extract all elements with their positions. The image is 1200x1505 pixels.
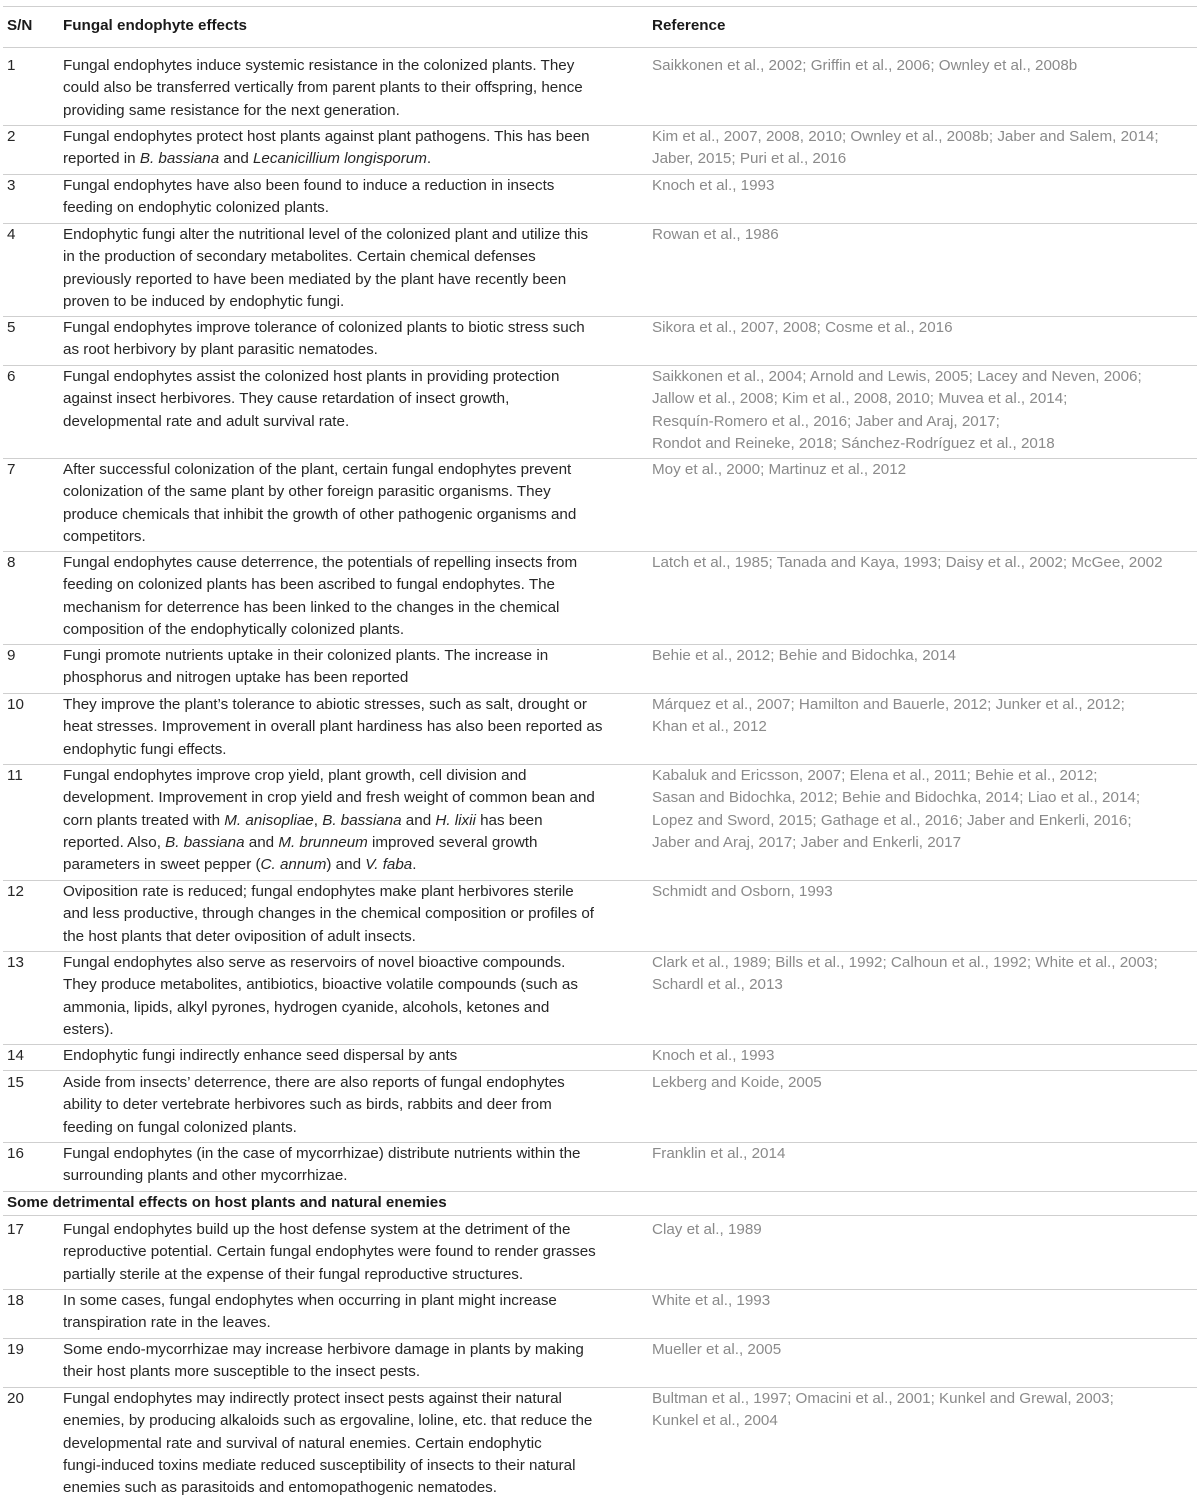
row-sn: 7 (7, 461, 16, 478)
text-line: Behie et al., 2012; Behie and Bidochka, 2014 (652, 647, 956, 664)
text-line: colonization of the same plant by other foreign parasitic organisms. They (63, 483, 551, 501)
reference-cell (652, 645, 1200, 667)
text-line: Endophytic fungi alter the nutritional level of the colonized plant and utilize this (63, 226, 589, 243)
text-line: Rondot and Reineke, 2018; Sánchez-Rodríguez et al., 2018 (652, 434, 1055, 452)
text-line: Fungal endophytes induce systemic resistance in the colonized plants. They (63, 57, 575, 74)
effect-cell (63, 1072, 631, 1139)
text-line: Kabaluk and Ericsson, 2007; Elena et al., 2011; Behie et al., 2012; (652, 767, 1098, 784)
text-line: Jallow et al., 2008; Kim et al., 2008, 2010; Muvea et al., 2014; (652, 390, 1068, 408)
text-line: developmental rate and survival of natural enemies. Certain endophytic (63, 1434, 542, 1452)
row-sn: 9 (7, 647, 16, 664)
text-line: proven to be induced by endophytic fungi. (63, 292, 345, 310)
text-line: Aside from insects’ deterrence, there are also reports of fungal endophytes (63, 1074, 565, 1091)
reference-cell (652, 1339, 1200, 1361)
text-line: reported. Also, B. bassiana and M. brunneum improved several growth (63, 833, 538, 851)
reference-cell (652, 317, 1200, 339)
text-line: the host plants that deter oviposition of adult insects. (63, 927, 416, 945)
text-line: Fungal endophytes have also been found to induce a reduction in insects (63, 177, 555, 194)
reference-cell (652, 224, 1200, 246)
text-line: Lopez and Sword, 2015; Gathage et al., 2016; Jaber and Enkerli, 2016; (652, 811, 1132, 829)
text-line: Mueller et al., 2005 (652, 1341, 782, 1358)
effect-cell (63, 1388, 631, 1499)
text-line: Moy et al., 2000; Martinuz et al., 2012 (652, 461, 907, 478)
effect-cell (63, 645, 631, 690)
text-line: transpiration rate in the leaves. (63, 1314, 271, 1332)
text-line: developmental rate and adult survival rate. (63, 412, 350, 430)
text-line: feeding on fungal colonized plants. (63, 1118, 297, 1136)
effect-cell (63, 952, 631, 1041)
reference-cell (652, 881, 1200, 903)
reference-cell (652, 55, 1200, 77)
effect-cell (63, 765, 631, 876)
text-line: feeding on endophytic colonized plants. (63, 199, 329, 217)
text-line: Jaber, 2015; Puri et al., 2016 (652, 150, 847, 168)
text-line: Resquín-Romero et al., 2016; Jaber and Araj, 2017; (652, 412, 1000, 430)
row-sn: 4 (7, 226, 16, 243)
text-line: corn plants treated with M. anisopliae, B. bassiana and H. lixii has been (63, 811, 543, 829)
effect-cell (63, 366, 631, 433)
text-line: After successful colonization of the plant, certain fungal endophytes prevent (63, 461, 572, 478)
text-line: Clark et al., 1989; Bills et al., 1992; Calhoun et al., 1992; White et al., 2003; (652, 954, 1158, 971)
text-line: Fungal endophytes (in the case of mycorrhizae) distribute nutrients within the (63, 1145, 581, 1162)
text-line: Saikkonen et al., 2002; Griffin et al., 2006; Ownley et al., 2008b (652, 57, 1078, 74)
text-line: esters). (63, 1020, 114, 1038)
reference-cell (652, 1143, 1200, 1165)
effect-cell (63, 126, 631, 171)
text-line: Franklin et al., 2014 (652, 1145, 786, 1162)
row-sn: 13 (7, 954, 24, 971)
row-sn: 12 (7, 883, 24, 900)
text-line: fungi-induced toxins mediate reduced susceptibility of insects to their natural (63, 1456, 576, 1474)
text-line: mechanism for deterrence has been linked to the changes in the chemical (63, 598, 560, 616)
text-line: Fungal endophytes cause deterrence, the potentials of repelling insects from (63, 554, 578, 571)
effect-cell (63, 1290, 631, 1335)
text-line: Lekberg and Koide, 2005 (652, 1074, 822, 1091)
reference-cell (652, 1072, 1200, 1094)
row-sn: 1 (7, 57, 16, 74)
row-sn: 5 (7, 319, 16, 336)
text-line: ammonia, lipids, alkyl pyrones, hydrogen cyanide, alcohols, ketones and (63, 998, 550, 1016)
row-sn: 19 (7, 1341, 24, 1358)
header-sn: S/N (7, 17, 33, 34)
text-line: providing same resistance for the next generation. (63, 101, 400, 119)
text-line: Schmidt and Osborn, 1993 (652, 883, 833, 900)
text-line: Knoch et al., 1993 (652, 1047, 775, 1064)
section-heading: Some detrimental effects on host plants and natural enemies (7, 1194, 447, 1211)
effect-cell (63, 1045, 631, 1067)
reference-cell (652, 1219, 1200, 1241)
text-line: Endophytic fungi indirectly enhance seed dispersal by ants (63, 1047, 458, 1064)
text-line: Some endo-mycorrhizae may increase herbivore damage in plants by making (63, 1341, 584, 1358)
text-line: Sasan and Bidochka, 2012; Behie and Bidochka, 2014; Liao et al., 2014; (652, 789, 1141, 807)
text-line: endophytic fungi effects. (63, 740, 227, 758)
row-sn: 3 (7, 177, 16, 194)
row-sn: 20 (7, 1390, 24, 1407)
section-divider (3, 1215, 1197, 1216)
row-sn: 2 (7, 128, 16, 145)
effect-cell (63, 175, 631, 220)
text-line: Fungal endophytes build up the host defense system at the detriment of the (63, 1221, 571, 1238)
text-line: enemies, by producing alkaloids such as ergovaline, loline, etc. that reduce the (63, 1412, 593, 1430)
reference-cell (652, 1045, 1200, 1067)
text-line: They produce metabolites, antibiotics, bioactive volatile compounds (such as (63, 976, 578, 994)
row-divider (3, 1070, 1197, 1071)
text-line: Fungal endophytes also serve as reservoirs of novel bioactive compounds. (63, 954, 566, 971)
effect-cell (63, 55, 631, 122)
text-line: Fungal endophytes may indirectly protect insect pests against their natural (63, 1390, 562, 1407)
text-line: their host plants more susceptible to the insect pests. (63, 1363, 421, 1381)
text-line: Saikkonen et al., 2004; Arnold and Lewis, 2005; Lacey and Neven, 2006; (652, 368, 1142, 385)
header-effects: Fungal endophyte effects (63, 17, 247, 34)
text-line: produce chemicals that inhibit the growth of other pathogenic organisms and (63, 505, 577, 523)
text-line: Kim et al., 2007, 2008, 2010; Ownley et al., 2008b; Jaber and Salem, 2014; (652, 128, 1159, 145)
effect-cell (63, 1339, 631, 1384)
text-line: against insect herbivores. They cause retardation of insect growth, (63, 390, 510, 408)
text-line: reproductive potential. Certain fungal endophytes were found to render grasses (63, 1243, 596, 1261)
reference-cell (652, 765, 1200, 854)
text-line: Márquez et al., 2007; Hamilton and Bauerle, 2012; Junker et al., 2012; (652, 696, 1125, 713)
text-line: Fungal endophytes improve tolerance of colonized plants to biotic stress such (63, 319, 585, 336)
reference-cell (652, 952, 1200, 997)
effect-cell (63, 1143, 631, 1188)
text-line: parameters in sweet pepper (C. annum) and V. faba. (63, 856, 417, 874)
text-line: as root herbivory by plant parasitic nematodes. (63, 341, 378, 359)
effect-cell (63, 224, 631, 313)
effect-cell (63, 881, 631, 948)
reference-cell (652, 366, 1200, 455)
text-line: in the production of secondary metabolites. Certain chemical defenses (63, 248, 536, 266)
text-line: previously reported to have been mediated by the plant have recently been (63, 270, 567, 288)
text-line: White et al., 1993 (652, 1292, 771, 1309)
row-sn: 6 (7, 368, 16, 385)
reference-cell (652, 459, 1200, 481)
text-line: Fungal endophytes assist the colonized host plants in providing protection (63, 368, 560, 385)
reference-cell (652, 694, 1200, 739)
text-line: They improve the plant’s tolerance to abiotic stresses, such as salt, drought or (63, 696, 587, 713)
text-line: feeding on colonized plants has been ascribed to fungal endophytes. The (63, 576, 555, 594)
text-line: development. Improvement in crop yield and fresh weight of common bean and (63, 789, 595, 807)
text-line: Oviposition rate is reduced; fungal endophytes make plant herbivores sterile (63, 883, 574, 900)
text-line: competitors. (63, 527, 146, 545)
text-line: Rowan et al., 1986 (652, 226, 779, 243)
reference-cell (652, 175, 1200, 197)
text-line: Jaber and Araj, 2017; Jaber and Enkerli, 2017 (652, 833, 962, 851)
row-sn: 10 (7, 696, 24, 713)
row-sn: 18 (7, 1292, 24, 1309)
effect-cell (63, 459, 631, 548)
row-sn: 14 (7, 1047, 24, 1064)
reference-cell (652, 1290, 1200, 1312)
effect-cell (63, 317, 631, 362)
text-line: reported in B. bassiana and Lecanicillium longisporum. (63, 150, 432, 168)
header-rule (3, 47, 1197, 48)
row-sn: 11 (7, 767, 23, 784)
table-top-rule (3, 6, 1197, 7)
text-line: could also be transferred vertically from parent plants to their offspring, hence (63, 79, 583, 97)
effect-cell (63, 1219, 631, 1286)
reference-cell (652, 552, 1200, 574)
text-line: Khan et al., 2012 (652, 718, 767, 736)
text-line: partially sterile at the expense of their fungal reproductive structures. (63, 1265, 524, 1283)
reference-cell (652, 1388, 1200, 1433)
text-line: Bultman et al., 1997; Omacini et al., 2001; Kunkel and Grewal, 2003; (652, 1390, 1114, 1407)
text-line: Clay et al., 1989 (652, 1221, 762, 1238)
row-sn: 16 (7, 1145, 24, 1162)
row-sn: 17 (7, 1221, 24, 1238)
text-line: composition of the endophytically colonized plants. (63, 620, 405, 638)
text-line: heat stresses. Improvement in overall plant hardiness has also been reported as (63, 718, 603, 736)
text-line: Kunkel et al., 2004 (652, 1412, 778, 1430)
text-line: phosphorus and nitrogen uptake has been reported (63, 669, 409, 687)
text-line: Latch et al., 1985; Tanada and Kaya, 1993; Daisy et al., 2002; McGee, 2002 (652, 554, 1163, 571)
text-line: Knoch et al., 1993 (652, 177, 775, 194)
text-line: Schardl et al., 2013 (652, 976, 783, 994)
row-sn: 8 (7, 554, 16, 571)
text-line: Fungi promote nutrients uptake in their colonized plants. The increase in (63, 647, 549, 664)
text-line: Sikora et al., 2007, 2008; Cosme et al., 2016 (652, 319, 953, 336)
text-line: and less productive, through changes in the chemical composition or profiles of (63, 905, 595, 923)
effect-cell (63, 694, 631, 761)
text-line: Fungal endophytes protect host plants against plant pathogens. This has been (63, 128, 590, 145)
text-line: Fungal endophytes improve crop yield, plant growth, cell division and (63, 767, 527, 784)
row-sn: 15 (7, 1074, 24, 1091)
reference-cell (652, 126, 1200, 171)
text-line: ability to deter vertebrate herbivores such as birds, rabbits and deer from (63, 1096, 552, 1114)
text-line: enemies such as parasitoids and entomopathogenic nematodes. (63, 1479, 497, 1497)
header-reference: Reference (652, 17, 726, 34)
text-line: In some cases, fungal endophytes when occurring in plant might increase (63, 1292, 557, 1309)
effect-cell (63, 552, 631, 641)
text-line: surrounding plants and other mycorrhizae. (63, 1167, 348, 1185)
